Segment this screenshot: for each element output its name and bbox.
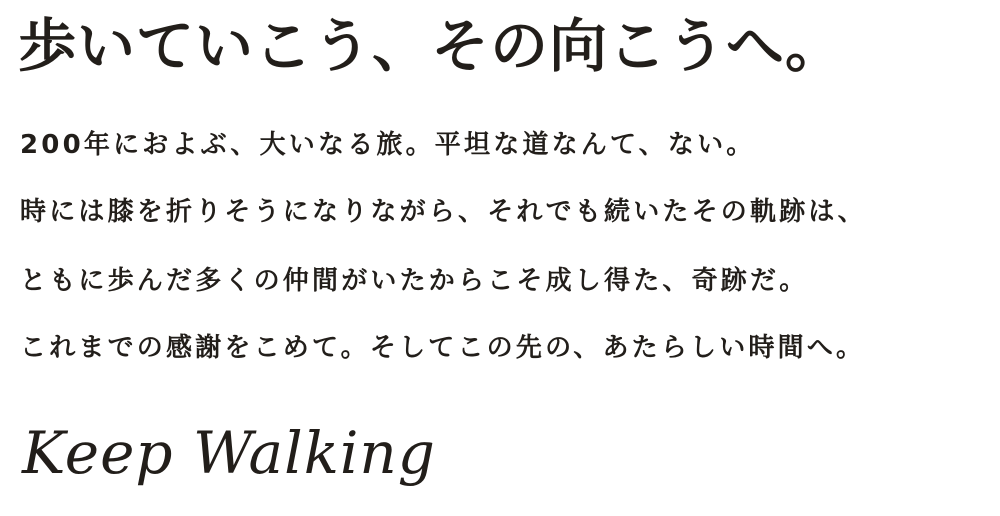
body-line-4: これまでの感謝をこめて。そしてこの先の、あたらしい時間へ。	[20, 333, 866, 363]
tagline: Keep Walking	[22, 419, 436, 487]
body-line-1: 200年におよぶ、大いなる旅。平坦な道なんて、ない。	[20, 130, 756, 160]
headline: 歩いていこう、その向こうへ。	[18, 12, 845, 80]
body-line-3: ともに歩んだ多くの仲間がいたからこそ成し得た、奇跡だ。	[20, 266, 809, 296]
body-line-2: 時には膝を折りそうになりながら、それでも続いたその軌跡は、	[20, 197, 867, 227]
